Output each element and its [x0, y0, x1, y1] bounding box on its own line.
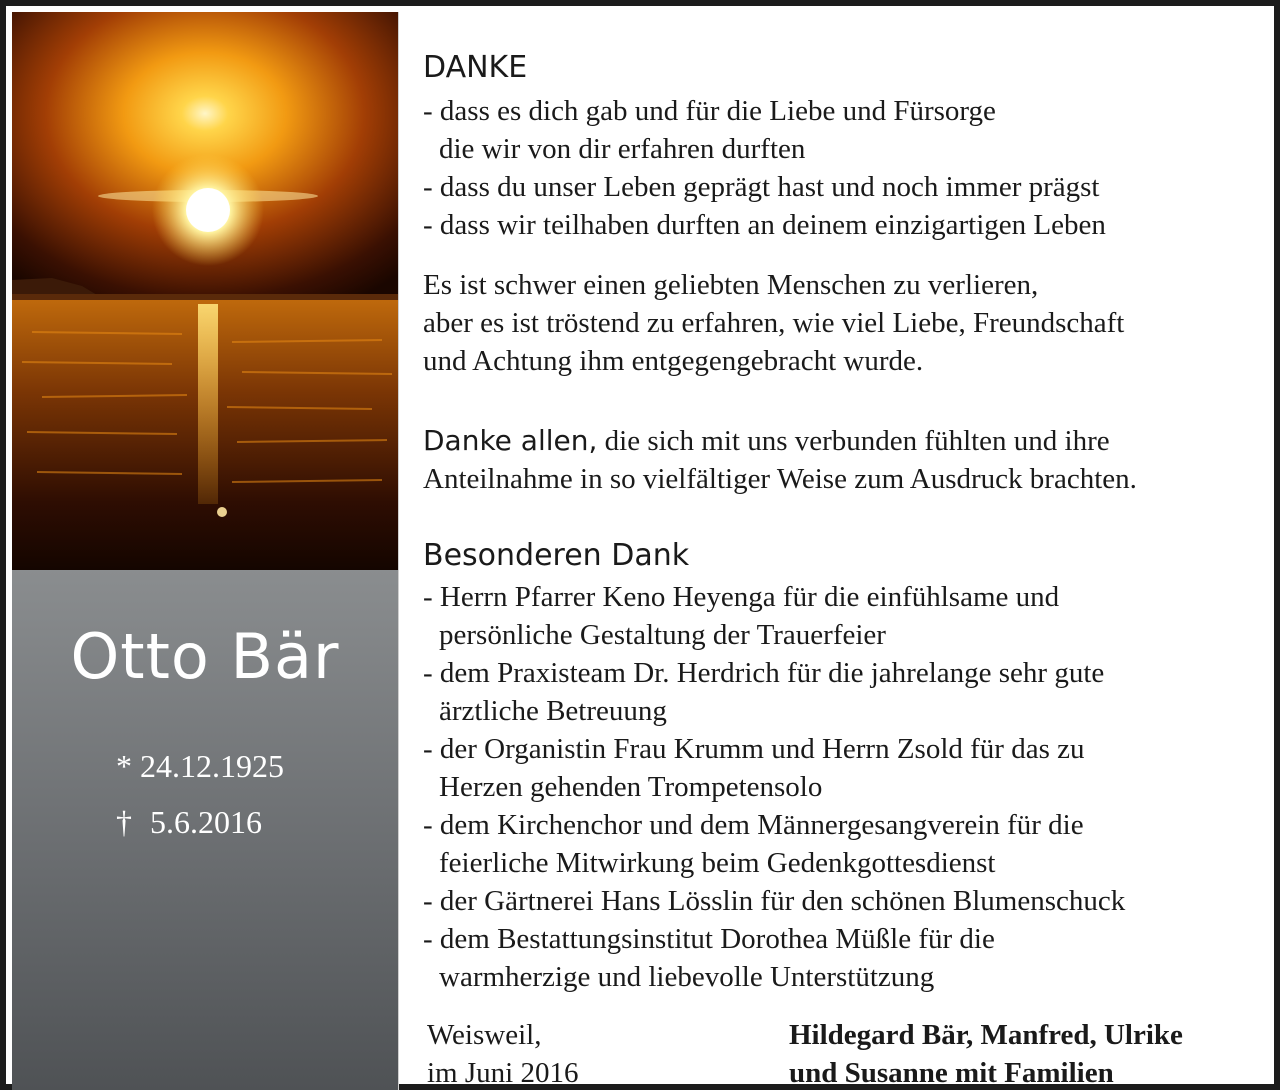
- cross-icon: †: [116, 804, 132, 840]
- danke-line-1: - dass es dich gab und für die Liebe und Fürsorge: [423, 95, 996, 127]
- signature-line-1: Hildegard Bär, Manfred, Ulrike: [789, 1019, 1183, 1051]
- sunset-image: [12, 12, 398, 570]
- danke-line-3: - dass du unser Leben geprägt hast und noch immer prägst: [423, 171, 1100, 203]
- besonderen-line-9: - der Gärtnerei Hans Lösslin für den schönen Blumenschuck: [423, 885, 1126, 917]
- danke-line-4: - dass wir teilhaben durften an deinem einzigartigen Leben: [423, 209, 1106, 241]
- besonderen-line-11: warmherzige und liebevolle Unterstützung: [439, 961, 935, 993]
- signature: [789, 1016, 1183, 1092]
- besonderen-line-1: - Herrn Pfarrer Keno Heyenga für die einfühlsame und: [423, 581, 1060, 613]
- deceased-name: Otto Bär: [70, 620, 340, 693]
- danke-allen-line-1: [423, 422, 1110, 460]
- birth-date: * 24.12.1925: [116, 748, 284, 784]
- death-date: 5.6.2016: [150, 804, 262, 840]
- death-date-line: [116, 804, 262, 841]
- left-panel: [12, 12, 398, 1090]
- danke-allen-heading: Danke allen,: [423, 424, 598, 457]
- besonderen-line-5: - der Organistin Frau Krumm und Herrn Zsold für das zu: [423, 733, 1085, 765]
- besonderen-line-8: feierliche Mitwirkung beim Gedenkgottesdienst: [439, 847, 996, 879]
- danke-heading: DANKE: [423, 50, 528, 85]
- place: Weisweil,: [427, 1019, 542, 1051]
- danke-line-2: die wir von dir erfahren durften: [439, 133, 806, 165]
- besonderen-line-7: - dem Kirchenchor und dem Männergesangverein für die: [423, 809, 1084, 841]
- paragraph-line-3: und Achtung ihm entgegengebracht wurde.: [423, 345, 924, 377]
- besonderen-line-10: - dem Bestattungsinstitut Dorothea Müßle für die: [423, 923, 995, 955]
- besonderen-line-6: Herzen gehenden Trompetensolo: [439, 771, 823, 803]
- paragraph-line-2: aber es ist tröstend zu erfahren, wie viel Liebe, Freundschaft: [423, 307, 1125, 339]
- place-date: [427, 1016, 578, 1092]
- besonderen-line-2: persönliche Gestaltung der Trauerfeier: [439, 619, 886, 651]
- danke-allen-line-2: Anteilnahme in so vielfältiger Weise zum Ausdruck brachten.: [423, 463, 1137, 495]
- paragraph-line-1: Es ist schwer einen geliebten Menschen zu verlieren,: [423, 269, 1039, 301]
- signature-line-2: und Susanne mit Familien: [789, 1057, 1114, 1089]
- besonderen-dank-heading: Besonderen Dank: [423, 538, 690, 573]
- besonderen-line-4: ärztliche Betreuung: [439, 695, 667, 727]
- danke-allen-text: die sich mit uns verbunden fühlten und ihre: [597, 425, 1110, 457]
- besonderen-line-3: - dem Praxisteam Dr. Herdrich für die jahrelange sehr gute: [423, 657, 1105, 689]
- text-panel: [398, 12, 1280, 1090]
- date: im Juni 2016: [427, 1057, 579, 1089]
- name-panel: [12, 570, 398, 1090]
- sunset-photo: [12, 12, 398, 570]
